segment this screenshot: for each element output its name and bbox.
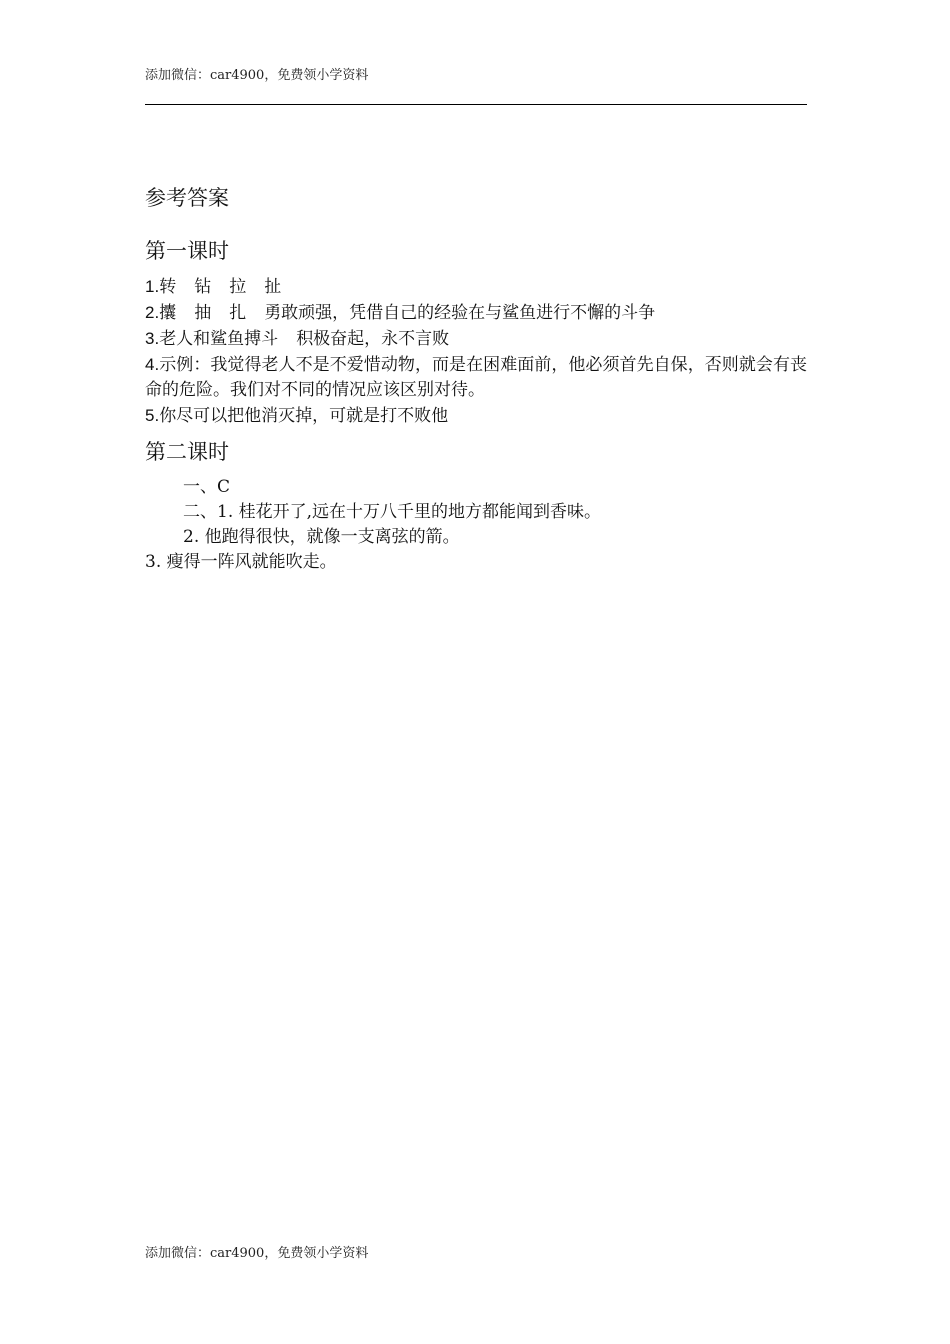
answer-list-lesson-1 bbox=[145, 274, 807, 429]
answer-part: 转 bbox=[159, 277, 177, 297]
answer-part: 老人和鲨鱼搏斗 bbox=[159, 329, 279, 349]
header-divider bbox=[145, 104, 807, 105]
item-number: 2. bbox=[145, 303, 160, 322]
item-number: 1. bbox=[145, 277, 160, 296]
document-body bbox=[145, 183, 807, 575]
page-header: 添加微信：car4900，免费领小学资料 bbox=[145, 68, 369, 83]
answer-item-3 bbox=[145, 326, 807, 352]
document-title: 参考答案 bbox=[145, 186, 229, 210]
answer-line-3: 2. 他跑得很快，就像一支离弦的箭。 bbox=[183, 527, 460, 547]
answer-line-2: 二、1. 桂花开了,远在十万八千里的地方都能闻到香味。 bbox=[183, 502, 602, 522]
answer-item-4 bbox=[145, 352, 807, 403]
answer-part: 你尽可以把他消灭掉，可就是打不败他 bbox=[159, 406, 449, 426]
section-title-lesson-1: 第一课时 bbox=[145, 239, 229, 263]
answer-item-2 bbox=[145, 300, 807, 326]
answer-part: 攮 bbox=[159, 303, 177, 323]
answer-part: 抽 bbox=[194, 303, 212, 323]
section-title-lesson-2: 第二课时 bbox=[145, 440, 229, 464]
answer-item-1 bbox=[145, 274, 807, 300]
item-number: 5. bbox=[145, 406, 160, 425]
item-number: 3. bbox=[145, 329, 160, 348]
item-number: 4. bbox=[145, 355, 160, 374]
page-footer: 添加微信：car4900，免费领小学资料 bbox=[145, 1246, 369, 1261]
answer-line-4: 3. 瘦得一阵风就能吹走。 bbox=[145, 552, 337, 572]
answer-part: 扯 bbox=[264, 277, 282, 297]
answer-part: 拉 bbox=[229, 277, 247, 297]
answer-line-1: 一、C bbox=[183, 477, 231, 497]
answer-part: 积极奋起，永不言败 bbox=[296, 329, 450, 349]
answer-part: 示例：我觉得老人不是不爱惜动物，而是在困难面前，他必须首先自保，否则就会有丧命的危险。我们对不同的情况应该区别对待。 bbox=[145, 355, 807, 400]
answer-list-lesson-2 bbox=[145, 475, 807, 575]
answer-part: 扎 bbox=[229, 303, 247, 323]
answer-part: 钻 bbox=[194, 277, 212, 297]
answer-part: 勇敢顽强，凭借自己的经验在与鲨鱼进行不懈的斗争 bbox=[264, 303, 656, 323]
answer-item-5 bbox=[145, 403, 807, 429]
